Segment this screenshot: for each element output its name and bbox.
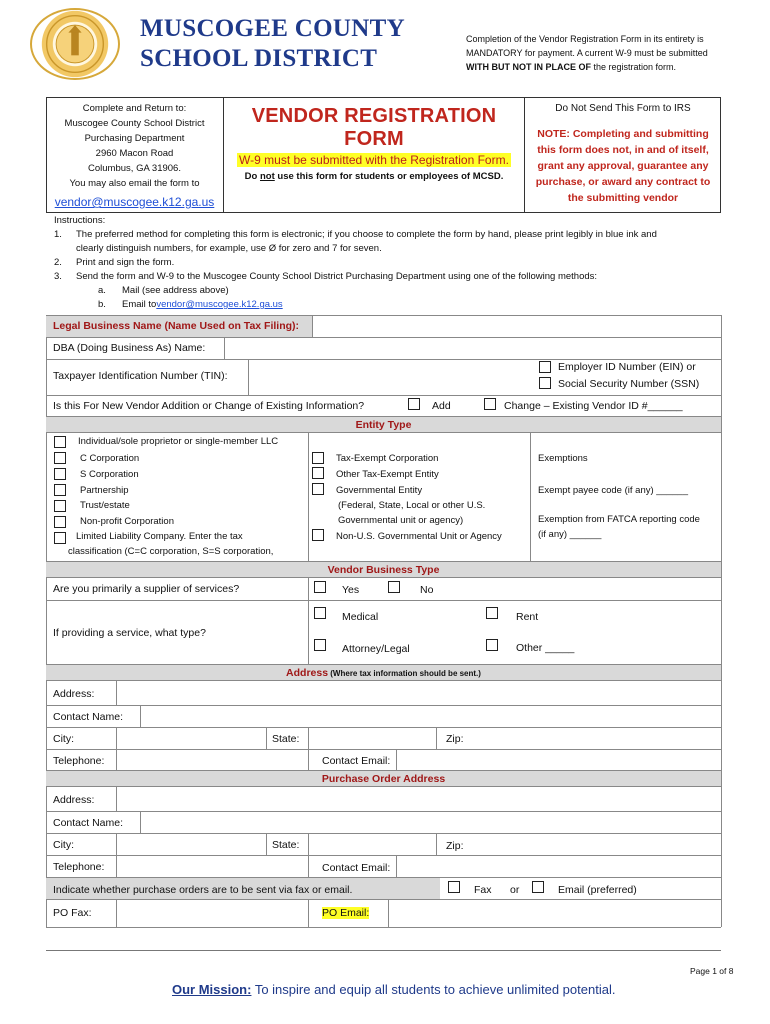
page-number: Page 1 of 8 (690, 966, 734, 976)
instruction-item: 3. Send the form and W-9 to the Muscogee County School District Purchasing Department using one of the following methods: (54, 271, 598, 282)
ein-label: Employer ID Number (EIN) or (558, 361, 696, 373)
address-header: Address (Where tax information should be sent.) (46, 664, 721, 681)
po-email-label: PO Email: (322, 907, 370, 919)
entity-checkbox[interactable] (54, 500, 66, 512)
instruction-subitem: a. Mail (see address above) (98, 285, 229, 296)
po-address-label: Address: (53, 794, 95, 806)
footer-divider (46, 950, 721, 951)
instruction-subitem: b. Email to vendor@muscogee.k12.ga.us (98, 299, 283, 310)
district-line-1: MUSCOGEE COUNTY (140, 15, 405, 42)
fatca-code-label: Exemption from FATCA reporting code (538, 514, 700, 525)
form-title-box (224, 97, 525, 213)
vendor-form (46, 315, 721, 935)
legal-name-input[interactable] (316, 317, 716, 335)
email-checkbox[interactable] (532, 881, 544, 893)
po-address-input[interactable] (120, 789, 716, 809)
entity-checkbox[interactable] (54, 516, 66, 528)
city-label: City: (53, 733, 74, 745)
fax-checkbox[interactable] (448, 881, 460, 893)
frame-line (46, 315, 47, 927)
entity-option-label: (Federal, State, Local or other U.S. (338, 500, 486, 511)
note-line: Completion of the Vendor Registration Form in its entirety is (466, 34, 704, 44)
po-city-input[interactable] (120, 835, 266, 853)
instruction-item: clearly distinguish numbers, for example, use Ø for zero and 7 for seven. (76, 243, 382, 254)
rent-checkbox[interactable] (486, 607, 498, 619)
irs-notice: Do Not Send This Form to IRS (555, 103, 691, 114)
entity-checkbox[interactable] (54, 436, 66, 448)
entity-option-label: Non-profit Corporation (80, 516, 174, 527)
entity-checkbox[interactable] (54, 532, 66, 544)
yes-checkbox[interactable] (314, 581, 326, 593)
po-fax-input[interactable] (120, 902, 306, 924)
po-zip-label: Zip: (446, 840, 464, 852)
return-heading: Complete and Return to: (82, 103, 187, 114)
return-line: Purchasing Department (84, 133, 185, 144)
district-seal (30, 8, 120, 80)
email-preferred-label: Email (preferred) (558, 884, 637, 896)
po-telephone-input[interactable] (120, 857, 306, 875)
add-label: Add (432, 400, 451, 412)
instructions-heading: Instructions: (54, 215, 106, 226)
entity-option-label: Governmental Entity (336, 485, 423, 496)
entity-option-label: S Corporation (80, 469, 139, 480)
fax-label: Fax (474, 884, 492, 896)
delivery-method-label: Indicate whether purchase orders are to be sent via fax or email. (53, 884, 353, 896)
contact-email-input[interactable] (400, 751, 716, 768)
other-checkbox[interactable] (486, 639, 498, 651)
address-label: Address: (53, 688, 95, 700)
entity-option-label: Governmental unit or agency) (338, 515, 464, 526)
tin-label: Taxpayer Identification Number (TIN): (53, 370, 228, 382)
entity-option-label: classification (C=C corporation, S=S corporation, (68, 546, 274, 557)
exempt-payee-code[interactable]: Exempt payee code (if any) ______ (538, 485, 688, 496)
po-city-label: City: (53, 839, 74, 851)
zip-input[interactable] (476, 729, 716, 747)
tin-input[interactable] (252, 361, 532, 393)
entity-option-label: Limited Liability Company. Enter the tax (76, 531, 243, 542)
entity-type-header: Entity Type (46, 416, 721, 433)
supplier-question: Are you primarily a supplier of services? (53, 583, 240, 595)
entity-option-label: Tax-Exempt Corporation (336, 453, 439, 464)
fatca-code-input[interactable]: (if any) ______ (538, 529, 602, 540)
entity-option-label: Other Tax-Exempt Entity (336, 469, 439, 480)
rent-label: Rent (516, 611, 539, 623)
district-name (140, 14, 405, 74)
po-contact-email-label: Contact Email: (322, 862, 391, 874)
change-checkbox[interactable] (484, 398, 496, 410)
ssn-label: Social Security Number (SSN) (558, 378, 700, 390)
irs-note-box (525, 97, 721, 213)
state-label: State: (272, 733, 300, 745)
frame-line (721, 315, 722, 927)
po-email-input[interactable] (392, 902, 716, 924)
entity-option-label: Trust/estate (80, 500, 130, 511)
entity-option-label: Partnership (80, 485, 129, 496)
entity-option-label: C Corporation (80, 453, 140, 464)
entity-checkbox[interactable] (312, 529, 324, 541)
entity-option-label: Individual/sole proprietor or single-member LLC (78, 436, 279, 447)
entity-option-label: Non-U.S. Governmental Unit or Agency (336, 531, 502, 542)
instruction-item: 1. The preferred method for completing this form is electronic; if you choose to complete the form by hand, please print legibly in blue ink and (54, 229, 657, 240)
form-title: VENDOR REGISTRATION FORM (251, 105, 497, 150)
dba-label: DBA (Doing Business As) Name: (53, 342, 206, 354)
yes-label: Yes (342, 584, 360, 596)
medical-label: Medical (342, 611, 379, 623)
instruction-email-link[interactable]: vendor@muscogee.k12.ga.us (156, 299, 283, 310)
entity-checkbox[interactable] (54, 468, 66, 480)
po-state-input[interactable] (312, 835, 436, 853)
po-contact-name-label: Contact Name: (53, 817, 124, 829)
contact-email-label: Contact Email: (322, 755, 391, 767)
vendor-email-link[interactable]: vendor@muscogee.k12.ga.us (54, 195, 215, 209)
return-line: 2960 Macon Road (95, 148, 174, 159)
change-label: Change – Existing Vendor ID #______ (504, 400, 683, 412)
contact-name-label: Contact Name: (53, 711, 124, 723)
district-line-2: SCHOOL DISTRICT (140, 45, 378, 72)
medical-checkbox[interactable] (314, 607, 326, 619)
po-zip-input[interactable] (476, 835, 716, 853)
or-label: or (510, 884, 520, 896)
po-telephone-label: Telephone: (53, 861, 105, 873)
return-line: You may also email the form to (69, 178, 200, 189)
return-address-box (46, 97, 224, 213)
ssn-checkbox[interactable] (539, 377, 551, 389)
po-state-label: State: (272, 839, 300, 851)
do-not-use-notice: Do not use this form for students or employees of MCSD. (244, 171, 504, 182)
mandatory-note (466, 32, 736, 74)
zip-label: Zip: (446, 733, 464, 745)
instruction-item: 2. Print and sign the form. (54, 257, 175, 268)
dba-input[interactable] (228, 339, 718, 357)
state-input[interactable] (312, 729, 436, 747)
return-line: Columbus, GA 31906. (88, 163, 181, 174)
service-type-question: If providing a service, what type? (53, 627, 206, 639)
instructions (54, 214, 724, 312)
legal-name-label: Legal Business Name (Name Used on Tax Filing): (53, 320, 300, 332)
add-checkbox[interactable] (408, 398, 420, 410)
exemptions-heading: Exemptions (538, 453, 588, 464)
entity-checkbox[interactable] (54, 452, 66, 464)
approval-note: NOTE: Completing and submitting this form does not, in and of itself, grant any approval, guarantee any purchase, or award any contract to the submitting vendor (535, 128, 711, 204)
no-label: No (420, 584, 434, 596)
other-label: Other _____ (516, 642, 575, 654)
contact-name-input[interactable] (144, 707, 716, 725)
ein-checkbox[interactable] (539, 361, 551, 373)
note-line: WITH BUT NOT IN PLACE OF the registration form. (466, 62, 677, 72)
attorney-label: Attorney/Legal (342, 643, 410, 655)
new-or-change-label: Is this For New Vendor Addition or Change of Existing Information? (53, 400, 365, 412)
po-contact-email-input[interactable] (400, 857, 716, 875)
telephone-input[interactable] (120, 751, 306, 768)
note-line: MANDATORY for payment. A current W-9 must be submitted (466, 48, 708, 58)
w9-notice: W-9 must be submitted with the Registration Form. (239, 153, 509, 167)
po-contact-name-input[interactable] (144, 813, 716, 831)
entity-checkbox[interactable] (312, 483, 324, 495)
telephone-label: Telephone: (53, 755, 105, 767)
entity-checkbox[interactable] (312, 467, 324, 479)
entity-checkbox[interactable] (312, 452, 324, 464)
address-input[interactable] (120, 683, 716, 703)
vendor-type-header: Vendor Business Type (46, 561, 721, 578)
po-fax-label: PO Fax: (53, 907, 92, 919)
return-line: Muscogee County School District (64, 118, 205, 129)
city-input[interactable] (120, 729, 266, 747)
attorney-checkbox[interactable] (314, 639, 326, 651)
po-address-header: Purchase Order Address (46, 770, 721, 787)
no-checkbox[interactable] (388, 581, 400, 593)
entity-checkbox[interactable] (54, 484, 66, 496)
mission-statement: Our Mission: To inspire and equip all students to achieve unlimited potential. (172, 982, 616, 997)
